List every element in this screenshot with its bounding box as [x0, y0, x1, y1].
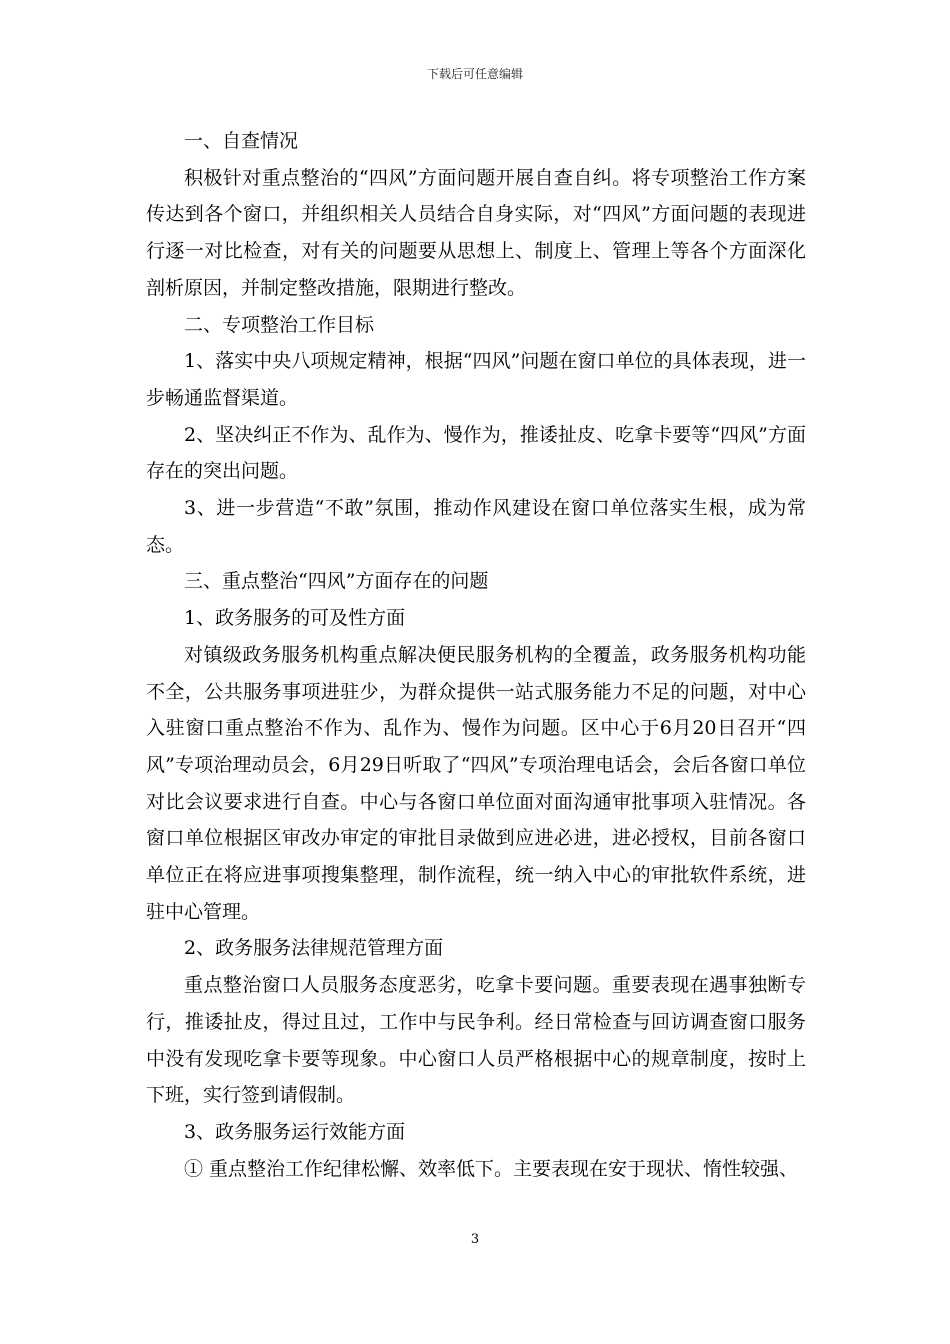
paragraph-accessibility: 对镇级政务服务机构重点解决便民服务机构的全覆盖，政务服务机构功能不全，公共服务事项进驻少，为群众提供一站式服务能力不足的问题，对中心入驻窗口重点整治不作为、乱作为、慢作为问题。区中心于6月20日召开“四风”专项治理动员会，6月29日听取了“四风”专项治理电话会，会后各窗口单位对比会议要求进行自查。中心与各窗口单位面对面沟通审批事项入驻情况。各窗口单位根据区审改办审定的审批目录做到应进必进，进必授权，目前各窗口单位正在将应进事项搜集整理，制作流程，统一纳入中心的审批软件系统，进驻中心管理。	[146, 643, 806, 923]
subheading-legal-management: 2、政务服务法律规范管理方面	[184, 937, 444, 960]
subheading-efficiency: 3、政务服务运行效能方面	[184, 1120, 406, 1143]
document-body	[146, 123, 806, 1187]
goal-item-2: 2、坚决纠正不作为、乱作为、慢作为，推诿扯皮、吃拿卡要等“四风”方面存在的突出问题。	[146, 423, 806, 483]
page-header: 下载后可任意编辑	[426, 67, 523, 81]
section-heading-problems: 三、重点整治“四风”方面存在的问题	[184, 570, 489, 593]
subheading-accessibility: 1、政务服务的可及性方面	[184, 607, 406, 630]
goal-item-1: 1、落实中央八项规定精神，根据“四风”问题在窗口单位的具体表现，进一步畅通监督渠道。	[146, 350, 806, 409]
paragraph-self-check: 积极针对重点整治的“四风”方面问题开展自查自纠。将专项整治工作方案传达到各个窗口，并组织相关人员结合自身实际，对“四风”方面问题的表现进行逐一对比检查，对有关的问题要从思想上、制度上、管理上等各个方面深化剖析原因，并制定整改措施，限期进行整改。	[146, 166, 806, 299]
goal-item-3: 3、进一步营造“不敢”氛围，推动作风建设在窗口单位落实生根，成为常态。	[146, 497, 806, 556]
section-heading-self-check: 一、自查情况	[184, 130, 299, 152]
paragraph-legal-management: 重点整治窗口人员服务态度恶劣，吃拿卡要问题。重要表现在遇事独断专行，推诿扯皮，得过且过，工作中与民争利。经日常检查与回访调查窗口服务中没有发现吃拿卡要等现象。中心窗口人员严格根据中心的规章制度，按时上下班，实行签到请假制。	[146, 974, 806, 1107]
section-heading-goals: 二、专项整治工作目标	[184, 313, 375, 336]
paragraph-efficiency: ① 重点整治工作纪律松懈、效率低下。主要表现在安于现状、惰性较强、	[184, 1157, 799, 1180]
page-number: 3	[470, 1232, 480, 1247]
